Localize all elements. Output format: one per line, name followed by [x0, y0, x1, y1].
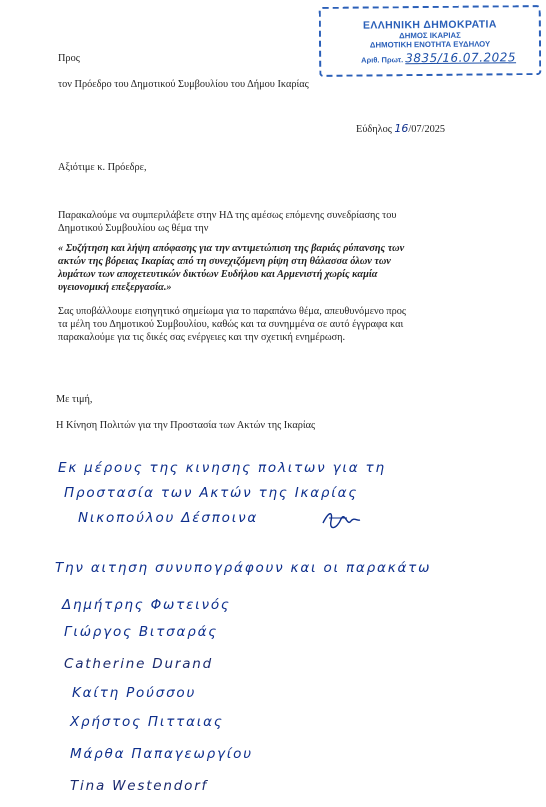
- signer-name: Καίτη Ρούσσου: [72, 685, 197, 701]
- closing: Με τιμή,: [56, 394, 93, 405]
- recipient-name: τον Πρόεδρο του Δημοτικού Συμβουλίου του Δήμου Ικαρίας: [58, 79, 309, 90]
- date-rest: /07/2025: [408, 124, 446, 135]
- signer-name: Tina Westendorf: [70, 778, 209, 794]
- paragraph1-line: Δημοτικού Συμβουλίου ως θέμα την: [58, 223, 209, 234]
- handwritten-line2: Προστασία των Ακτών της Ικαρίας: [64, 485, 359, 501]
- handwritten-line1: Εκ μέρους της κινησης πολιτων για τη: [58, 460, 386, 476]
- paragraph2-line: παρακαλούμε για τις δικές σας ενέργειες και την σχετική ενημέρωση.: [58, 332, 346, 343]
- stamp-protocol-row: [321, 50, 539, 66]
- stamp-protocol-number: 3835/16.07.2025: [405, 50, 517, 66]
- signer-name: Χρήστος Πιτταιας: [70, 714, 224, 730]
- date-place: Εύδηλος: [356, 124, 392, 135]
- sender: Η Κίνηση Πολιτών για την Προστασία των Ακτών της Ικαρίας: [56, 420, 316, 431]
- topic-line: ακτών της βόρειας Ικαρίας από τη συνεχιζόμενη ρίψη στη θάλασσα όλων των: [58, 256, 391, 267]
- paragraph1-line: Παρακαλούμε να συμπεριλάβετε στην ΗΔ της αμέσως επόμενης συνεδρίασης του: [58, 210, 397, 221]
- stamp-line1: ΕΛΛΗΝΙΚΗ ΔΗΜΟΚΡΑΤΙΑ: [362, 18, 497, 32]
- letter-date: [356, 122, 445, 135]
- handwritten-line4: Την αιτηση συνυπογράφουν και οι παρακάτω: [55, 560, 432, 576]
- salutation: Αξιότιμε κ. Πρόεδρε,: [58, 162, 147, 173]
- stamp-line2: ΔΗΜΟΣ ΙΚΑΡΙΑΣ: [399, 30, 461, 41]
- date-day: 16: [394, 122, 409, 135]
- topic-line: « Συζήτηση και λήψη απόφασης για την αντιμετώπιση της βαριάς ρύπανσης των: [58, 243, 405, 254]
- topic-line: λυμάτων των αποχετευτικών δικτύων Ευδήλου και Αρμενιστή χωρίς καμία: [58, 269, 378, 280]
- stamp-line3: ΔΗΜΟΤΙΚΗ ΕΝΟΤΗΤΑ ΕΥΔΗΛΟΥ: [369, 39, 491, 50]
- signer-name: Catherine Durand: [64, 656, 214, 672]
- protocol-stamp: [319, 5, 542, 77]
- stamp-protocol-prefix: Αριθ. Πρωτ.: [361, 55, 404, 65]
- topic-line: υγειονομική επεξεργασία.»: [58, 282, 172, 293]
- recipient-to: Προς: [58, 53, 80, 64]
- signer-name: Γιώργος Βιτσαράς: [64, 624, 219, 640]
- paragraph2-line: Σας υποβάλλουμε εισηγητικό σημείωμα για το παραπάνω θέμα, απευθυνόμενο προς: [58, 306, 406, 317]
- signer-name: Δημήτρης Φωτεινός: [62, 597, 231, 613]
- signature-scribble: [321, 509, 361, 531]
- paragraph2-line: τα μέλη του Δημοτικού Συμβουλίου, καθώς και τα συνημμένα σε αυτό έγγραφα και: [58, 319, 404, 330]
- handwritten-line3: Νικοπούλου Δέσποινα: [78, 510, 259, 526]
- signer-name: Μάρθα Παπαγεωργίου: [70, 746, 253, 762]
